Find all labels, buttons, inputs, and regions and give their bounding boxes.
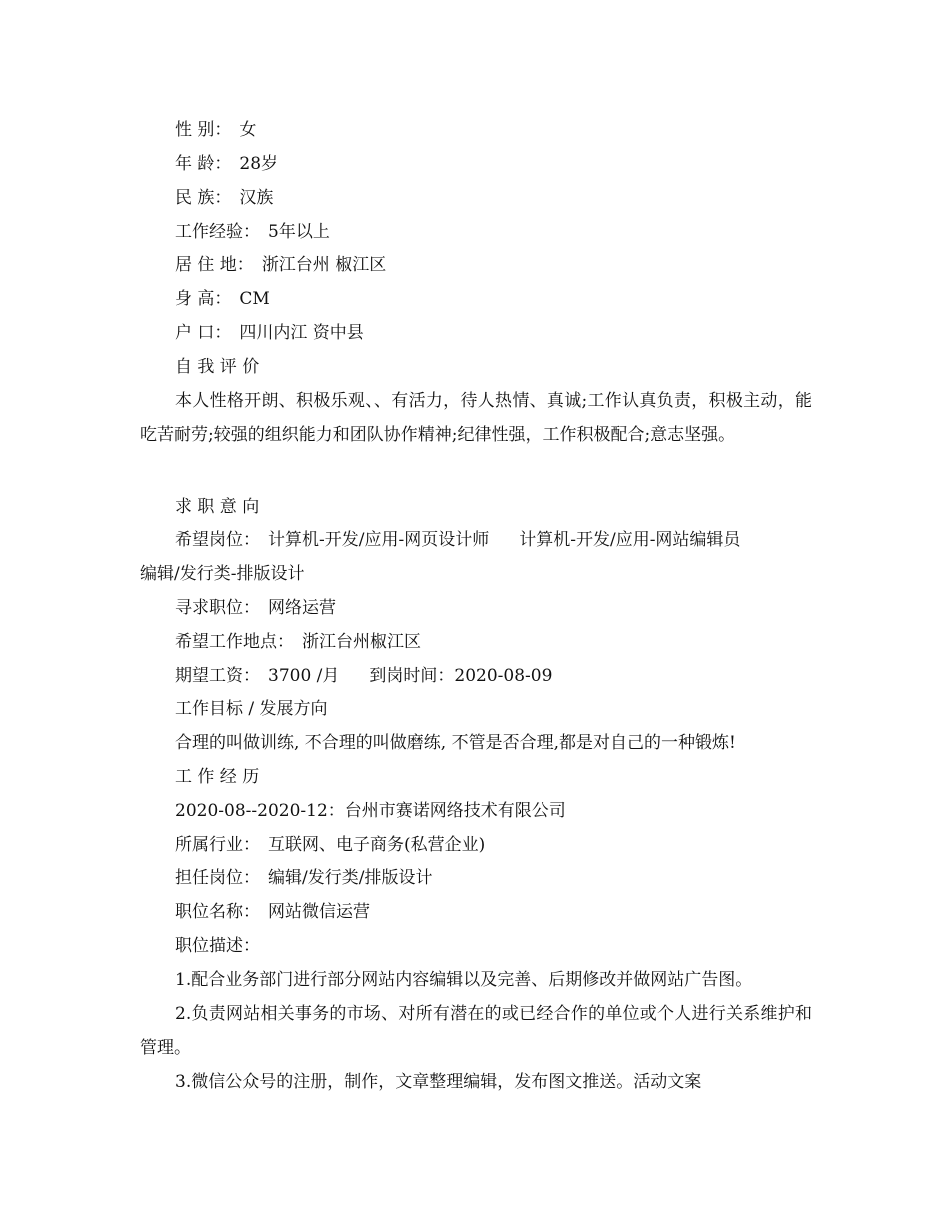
industry-label: 所属行业： <box>175 835 260 855</box>
industry-value: 互联网、电子商务(私营企业) <box>268 835 486 855</box>
work-history-heading: 工 作 经 历 <box>175 767 260 787</box>
hukou-label: 户 口： <box>175 323 232 343</box>
desired-position-3: 编辑/发行类-排版设计 <box>140 564 305 584</box>
location-row <box>140 625 812 659</box>
desired-position-1: 计算机-开发/应用-网页设计师 <box>268 530 490 550</box>
experience-label: 工作经验： <box>175 222 260 242</box>
salary-value: 3700 /月 <box>268 666 340 686</box>
desired-positions-row <box>140 523 812 557</box>
height-label: 身 高： <box>175 289 232 309</box>
ethnicity-value: 汉族 <box>239 188 274 208</box>
residence-value: 浙江台州 椒江区 <box>261 255 387 275</box>
industry-row <box>140 828 812 862</box>
work-period: 2020-08--2020-12：台州市赛诺网络技术有限公司 <box>175 801 566 821</box>
height-row <box>140 282 812 316</box>
duty-item-2: 2.负责网站相关事务的市场、对所有潜在的或已经合作的单位或个人进行关系维护和管理。 <box>140 1004 812 1058</box>
experience-value: 5年以上 <box>268 222 330 242</box>
seek-position-value: 网络运营 <box>268 598 336 618</box>
job-title-row <box>140 895 812 929</box>
gender-value: 女 <box>239 120 257 140</box>
desired-positions-label: 希望岗位： <box>175 530 260 550</box>
desired-position-2: 计算机-开发/应用-网站编辑员 <box>519 530 741 550</box>
job-intention-heading: 求 职 意 向 <box>175 497 260 517</box>
role-row <box>140 861 812 895</box>
seek-position-label: 寻求职位： <box>175 598 260 618</box>
role-value: 编辑/发行类/排版设计 <box>268 868 433 888</box>
age-value: 28岁 <box>239 154 279 174</box>
self-evaluation-text: 本人性格开朗、积极乐观、、有活力，待人热情、真诚;工作认真负责，积极主动，能吃苦耐劳;较强的组织能力和团队协作精神;纪律性强，工作积极配合;意志坚强。 <box>140 391 812 445</box>
height-value: CM <box>239 289 270 309</box>
hukou-value: 四川内江 资中县 <box>239 323 364 343</box>
seek-position-row <box>140 591 812 625</box>
ethnicity-row <box>140 181 812 215</box>
location-value: 浙江台州椒江区 <box>302 632 421 652</box>
self-evaluation-heading: 自 我 评 价 <box>175 357 260 377</box>
arrival-value: 2020-08-09 <box>454 666 553 686</box>
goal-text: 合理的叫做训练, 不合理的叫做磨练, 不管是否合理,都是对自己的一种锻炼! <box>175 733 736 753</box>
arrival-label: 到岗时间： <box>369 666 455 686</box>
ethnicity-label: 民 族： <box>175 188 232 208</box>
experience-row <box>140 215 812 249</box>
age-label: 年 龄： <box>175 154 232 174</box>
goal-heading: 工作目标 / 发展方向 <box>175 699 328 719</box>
job-description-label: 职位描述： <box>175 936 260 956</box>
hukou-row <box>140 316 812 350</box>
gender-row <box>140 113 812 147</box>
salary-label: 期望工资： <box>175 666 260 686</box>
duty-item-1: 1.配合业务部门进行部分网站内容编辑以及完善、后期修改并做网站广告图。 <box>175 970 753 990</box>
residence-label: 居 住 地： <box>175 255 254 275</box>
salary-row <box>140 659 812 693</box>
age-row <box>140 147 812 181</box>
residence-row <box>140 248 812 282</box>
duty-item-3: 3.微信公众号的注册，制作，文章整理编辑，发布图文推送。活动文案 <box>175 1072 702 1092</box>
job-title-value: 网站微信运营 <box>268 902 370 922</box>
role-label: 担任岗位： <box>175 868 260 888</box>
location-label: 希望工作地点： <box>175 632 294 652</box>
gender-label: 性 别： <box>175 120 232 140</box>
job-title-label: 职位名称： <box>175 902 260 922</box>
